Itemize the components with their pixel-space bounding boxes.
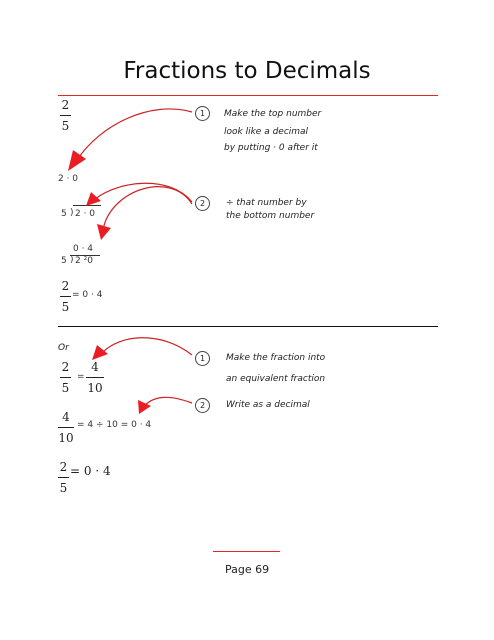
fraction-two-fifths: 2 5 — [61, 360, 70, 395]
arrow-head — [92, 345, 108, 360]
step-number: 1 — [195, 351, 210, 366]
arrow-head — [86, 192, 101, 206]
curved-arrow — [103, 187, 192, 230]
step-text: by putting · 0 after it — [224, 143, 318, 153]
curved-arrow — [77, 109, 192, 160]
page-number: Page 69 — [225, 563, 270, 576]
step-text: the bottom number — [226, 211, 315, 221]
step-number: 2 — [195, 196, 210, 211]
division-calculation: = 4 ÷ 10 = 0 · 4 — [77, 420, 152, 430]
step-text: an equivalent fraction — [226, 374, 326, 384]
curved-arrow — [144, 397, 192, 406]
arrow-head — [68, 150, 86, 171]
divisor: 5 — [61, 209, 67, 219]
decimal-result: = 0 · 4 — [70, 464, 111, 478]
divisor: 5 — [61, 256, 67, 266]
or-label: Or — [58, 343, 69, 353]
equals-sign: = — [77, 372, 85, 382]
curved-arrow — [103, 338, 192, 355]
dividend: 2 ²0 — [75, 256, 93, 266]
dividend: 2 · 0 — [75, 209, 96, 219]
step-text: ÷ that number by — [226, 198, 307, 208]
step-text: Write as a decimal — [226, 400, 310, 410]
step-number: 1 — [195, 106, 210, 121]
step-number: 2 — [195, 398, 210, 413]
fraction-two-fifths: 2 5 — [61, 98, 70, 133]
fraction-four-tenths: 4 10 — [87, 360, 103, 395]
division-bracket: ) — [70, 208, 74, 218]
step-text: Make the fraction into — [226, 353, 326, 363]
arrow-head — [97, 224, 111, 240]
fraction-four-tenths: 4 10 — [58, 410, 74, 445]
fraction-two-fifths: 2 5 — [61, 279, 70, 314]
fraction-two-fifths: 2 5 — [59, 460, 68, 495]
decimal-form: 2 · 0 — [58, 174, 79, 184]
quotient: 0 · 4 — [73, 244, 94, 254]
division-bracket: ) — [70, 255, 74, 265]
step-text: Make the top number — [224, 109, 322, 119]
curved-arrow — [95, 183, 192, 202]
page-title: Fractions to Decimals — [123, 58, 371, 84]
decimal-result: = 0 · 4 — [72, 290, 103, 300]
step-text: look like a decimal — [224, 127, 309, 137]
